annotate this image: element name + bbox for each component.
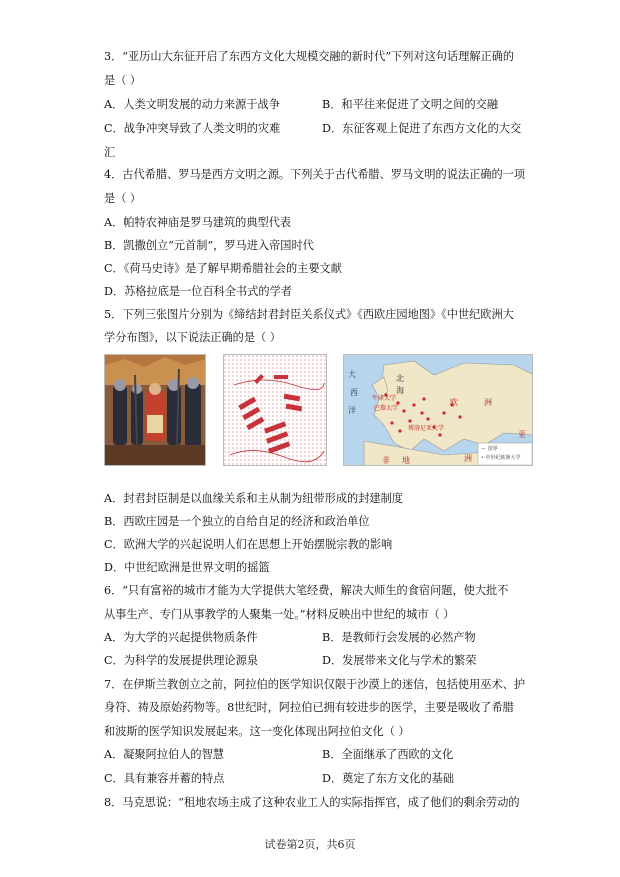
map-label-xi: 西 bbox=[350, 388, 358, 397]
q4-option-c: C．《荷马史诗》是了解早期希腊社会的主要文献 bbox=[104, 262, 342, 275]
q4-stem-line2: 是（ ） bbox=[104, 192, 142, 205]
q4-option-b: B．凯撒创立“元首制”，罗马进入帝国时代 bbox=[104, 239, 314, 252]
q6-option-b: B．是教师行会发展的必然产物 bbox=[322, 631, 476, 644]
q3-option-d: D．东征客观上促进了东西方文化的大交 bbox=[322, 122, 522, 135]
q3-option-a: A．人类文明发展的动力来源于战争 bbox=[104, 98, 280, 111]
q6-option-d: D．发展带来文化与学术的繁荣 bbox=[322, 654, 477, 667]
q3-stem-line2: 是（ ） bbox=[104, 74, 142, 87]
manor-map-image bbox=[223, 354, 327, 466]
q5-option-d: D．中世纪欧洲是世界文明的摇篮 bbox=[104, 561, 270, 574]
q3-option-b: B．和平往来促进了文明之间的交融 bbox=[322, 98, 499, 111]
map-label-zhou2: 洲 bbox=[464, 454, 472, 463]
q6-stem-line1: 6．“只有富裕的城市才能为大学提供大笔经费，解决大师生的食宿问题，使大批不 bbox=[104, 584, 509, 597]
map-label-hai: 海 bbox=[396, 386, 404, 395]
q5-option-c: C．欧洲大学的兴起说明人们在思想上开始摆脱宗教的影响 bbox=[104, 538, 393, 551]
q6-option-a: A．为大学的兴起提供物质条件 bbox=[104, 631, 258, 644]
q3-option-d-cont: 汇 bbox=[104, 146, 116, 159]
q7-stem-line2: 身符、祷及原始药物等。8世纪时，阿拉伯已拥有较进步的医学，主要是吸收了希腊 bbox=[104, 701, 514, 714]
q4-option-d: D．苏格拉底是一位百科全书式的学者 bbox=[104, 285, 292, 298]
map-label-zhou: 洲 bbox=[484, 398, 492, 407]
map-label-ou: 欧 bbox=[450, 398, 458, 407]
feudal-ceremony-image bbox=[104, 354, 206, 466]
map-label-da: 大 bbox=[348, 370, 356, 379]
q7-option-a: A．凝聚阿拉伯人的智慧 bbox=[104, 748, 224, 761]
page-footer: 试卷第2页，共6页 bbox=[264, 838, 356, 851]
q3-stem-line1: 3．“亚历山大东征开启了东西方文化大规模交融的新时代”下列对这句话理解正确的 bbox=[104, 50, 515, 63]
q7-stem-line1: 7．在伊斯兰教创立之前，阿拉伯的医学知识仅限于沙漠上的迷信，包括使用巫术、护 bbox=[104, 678, 526, 691]
q5-option-a: A．封君封臣制是以血缘关系和主从制为纽带形成的封建制度 bbox=[104, 492, 403, 505]
map-label-di: 地 bbox=[402, 456, 410, 465]
q4-stem-line1: 4．古代希腊、罗马是西方文明之源。下列关于古代希腊、罗马文明的说法正确的一项 bbox=[104, 168, 526, 181]
q7-option-d: D．奠定了东方文化的基础 bbox=[322, 772, 455, 785]
map-label-oxford: 牛津大学 bbox=[372, 395, 397, 402]
map-label-bei: 北 bbox=[396, 374, 404, 383]
q7-stem-line3: 和波斯的医学知识发展起来。这一变化体现出阿拉伯文化（ ） bbox=[104, 725, 410, 738]
map-label-ya: 亚 bbox=[518, 430, 526, 439]
q4-option-a: A．帕特农神庙是罗马建筑的典型代表 bbox=[104, 216, 292, 229]
map-legend-border: — 国界 bbox=[481, 446, 498, 452]
q3-option-c: C．战争冲突导致了人类文明的灾难 bbox=[104, 122, 281, 135]
map-label-paris: 巴黎大学 bbox=[374, 405, 399, 412]
q5-stem-line1: 5．下列三张图片分别为《缔结封君封臣关系仪式》《西欧庄园地图》《中世纪欧洲大 bbox=[104, 308, 514, 321]
q7-option-c: C．具有兼容并蓄的特点 bbox=[104, 772, 225, 785]
q6-stem-line2: 从事生产、专门从事教学的人聚集一处。”材料反映出中世纪的城市（ ） bbox=[104, 608, 455, 621]
university-map-image bbox=[343, 354, 533, 466]
map-label-bologna: 博洛尼亚大学 bbox=[408, 425, 445, 432]
q6-option-c: C．为科学的发展提供理论源泉 bbox=[104, 654, 258, 667]
q8-stem-line1: 8．马克思说：“租地农场主成了这种农业工人的实际指挥官，成了他们的剩余劳动的 bbox=[104, 796, 520, 809]
map-label-fei: 非 bbox=[382, 456, 390, 465]
q5-stem-line2: 学分布图》，以下说法正确的是（ ） bbox=[104, 331, 281, 344]
q5-option-b: B．西欧庄园是一个独立的自给自足的经济和政治单位 bbox=[104, 515, 370, 528]
q7-option-b: B．全面继承了西欧的文化 bbox=[322, 748, 454, 761]
map-label-yang: 洋 bbox=[348, 406, 356, 415]
map-legend-university: • 中世纪欧洲大学 bbox=[481, 455, 521, 461]
